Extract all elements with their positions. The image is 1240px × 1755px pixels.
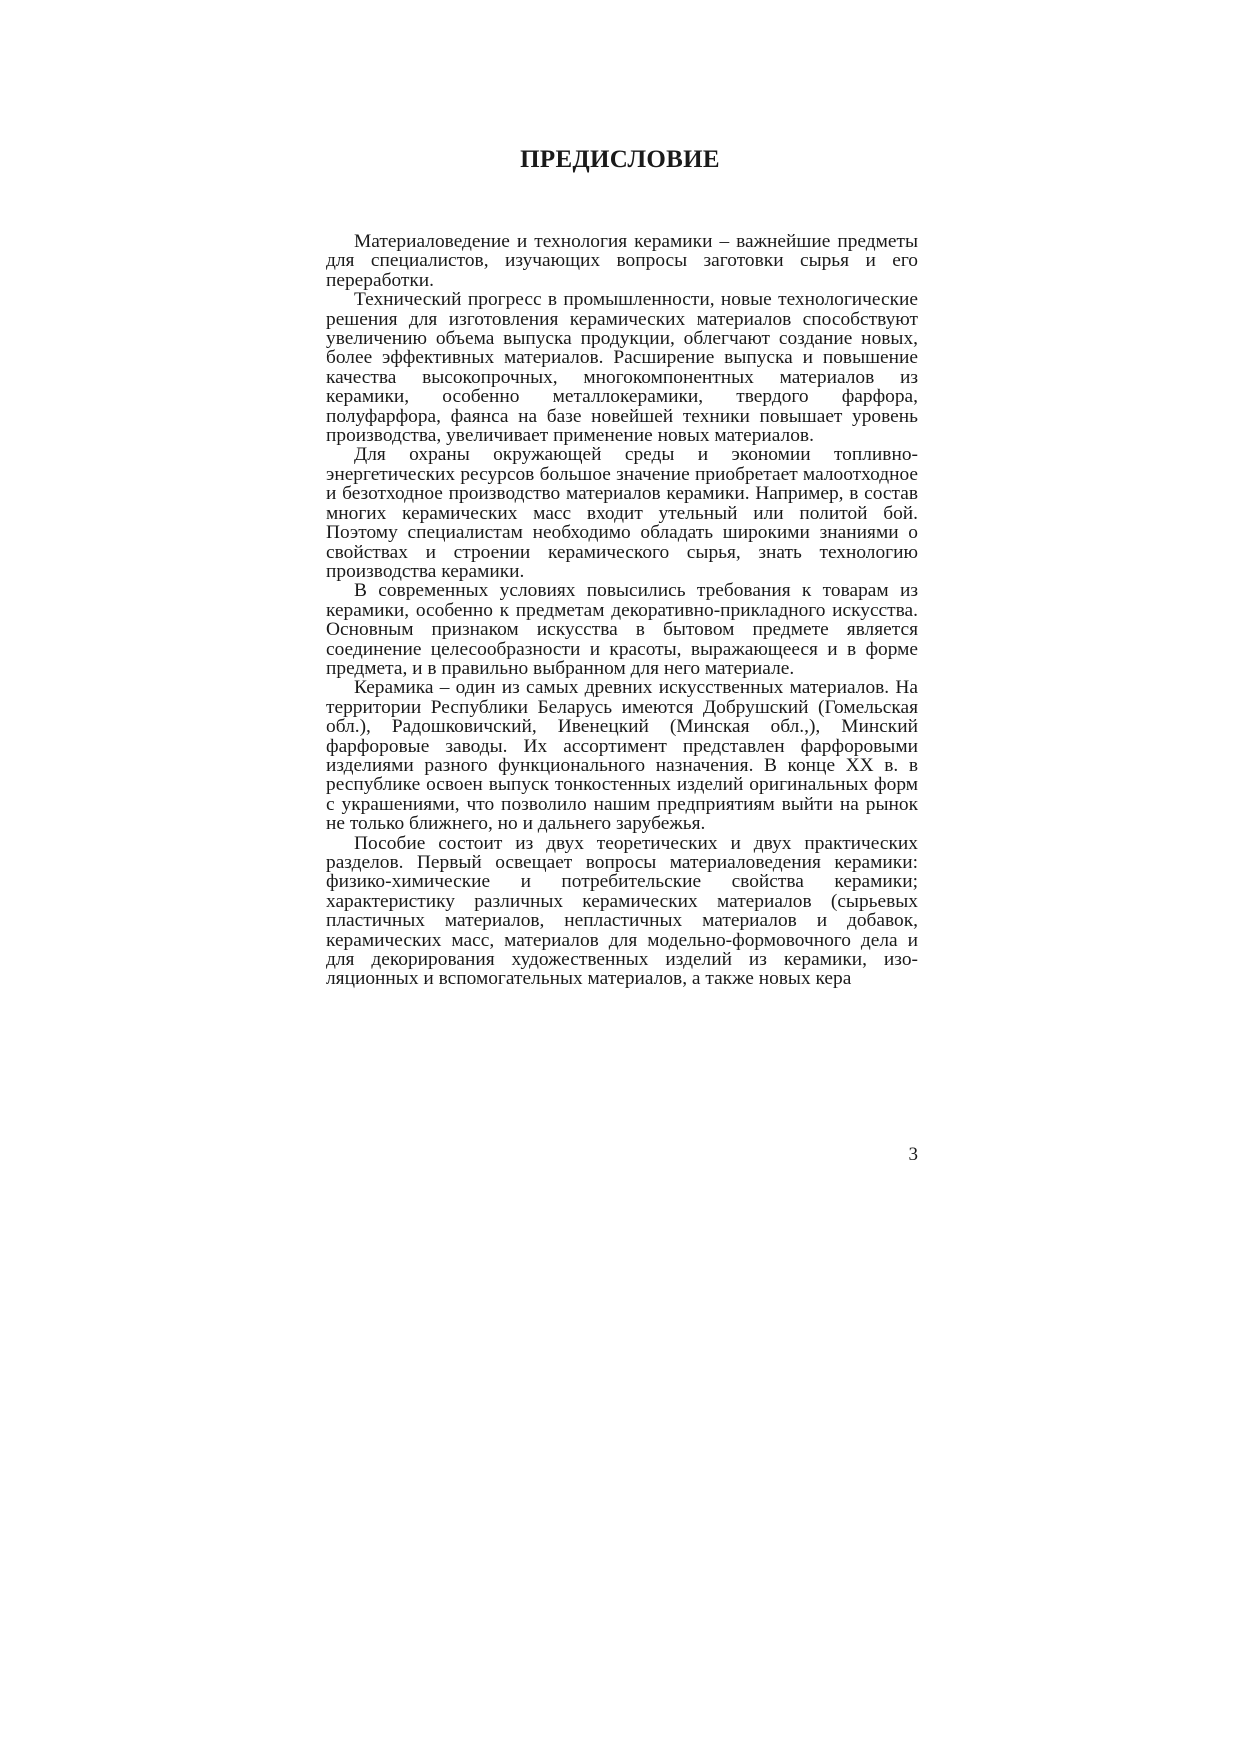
paragraph: Для охраны окружающей среды и экономии топливно-энергетических ресурсов большое значение приобретает малоотходное и безотходное производство материалов керамики. Например, в состав многих керамических масс входит утельный или политой бой. Поэтому специалистам необходимо обладать широкими знаниями о свойствах и строении керамического сырья, знать технологию производства керамики. <box>326 444 918 582</box>
paragraph: Материаловедение и технология керамики – важнейшие предметы для специалистов, изучающих вопросы заготовки сырья и его переработки. <box>326 231 918 291</box>
paragraph: Технический прогресс в промышленности, новые технологические решения для изготовления керамических материалов способствуют увеличению объема выпуска продукции, облегчают создание новых, более эффективных материалов. Расширение выпуска и повышение качества высокопрочных, многокомпонентных материалов из керамики, особенно металлокерамики, твердого фарфора, полуфарфора, фаянса на базе новейшей техники повышает уровень производства, увеличивает применение новых материалов. <box>326 289 918 447</box>
paragraph: В современных условиях повысились требования к товарам из керамики, особенно к предметам декоративно-прикладного искусства. Основным признаком искусства в бытовом предмете является соединение целесообразности и красоты, выражающееся и в форме предмета, и в правильно выбранном для него материале. <box>326 580 918 679</box>
page-number: 3 <box>908 1144 918 1165</box>
paragraph: Керамика – один из самых древних искусственных материалов. На территории Республики Беларусь имеются Добрушский (Гомельская обл.), Радошковичский, Ивенецкий (Минская обл.,), Минский фарфоровые заводы. Их ассортимент представлен фарфоровыми изделиями разного функционального назначения. В конце ХХ в. в республике освоен выпуск тонкостенных изделий оригинальных форм с украшениями, что позволило нашим предприятиям выйти на рынок не только ближнего, но и дальнего зарубежья. <box>326 677 918 835</box>
preface-body <box>326 232 918 989</box>
paragraph: Пособие состоит из двух теоретических и двух практических разделов. Первый освещает вопросы материаловедения керамики: физико-химические и потребительские свойства керамики; характеристику различных керамических материалов (сырьевых пластичных материалов, непластичных материалов и добавок, керамических масс, материалов для модельно-формовочного дела и для декорирования художественных изделий из керамики, изоляционных и вспомогательных материалов, а также новых кера <box>326 832 918 990</box>
page-title: ПРЕДИСЛОВИЕ <box>520 146 720 173</box>
